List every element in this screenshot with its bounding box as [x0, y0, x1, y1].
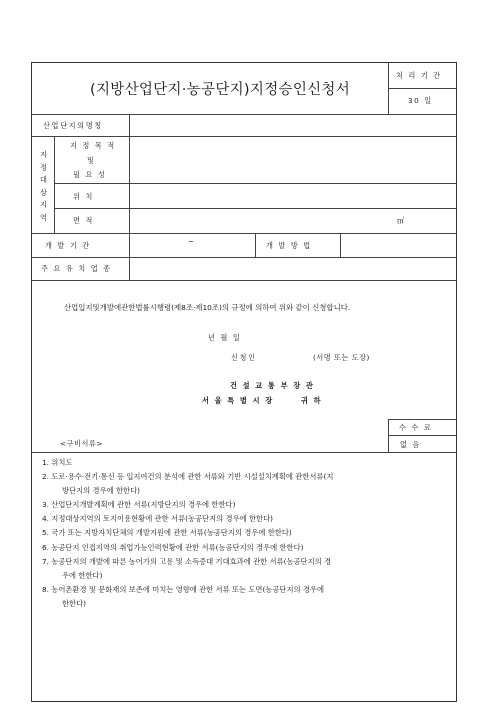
doc-item: 3. 산업단지개발계획에 관한 서류(지방단지의 경우에 한한다) — [42, 500, 236, 510]
location-label: 위 치 — [73, 192, 94, 201]
dev-period-label: 개 발 기 간 — [45, 241, 91, 250]
fee-top-line — [388, 419, 457, 420]
purpose-label-line1: 지 정 목 적 — [70, 141, 116, 150]
recipient-ministry: 건 설 교 통 부 장 관 — [230, 381, 315, 390]
row-line — [54, 183, 457, 184]
area-unit: ㎡ — [397, 216, 405, 225]
dev-period-sep: ~ — [188, 237, 196, 246]
doc-item: 5. 국가 또는 지방자치단체의 개발지원에 관한 서류(농공단지의 경우에 한한다) — [42, 528, 292, 538]
date-line: 년 월 일 — [208, 333, 242, 342]
designated-area-label: 지정대상지역 — [40, 150, 47, 222]
doc-item-cont: 방단지의 경우에 한한다) — [62, 486, 140, 496]
purpose-label-line2: 및 — [87, 156, 96, 165]
row-line — [32, 136, 457, 137]
column-line — [255, 233, 256, 257]
column-line — [340, 233, 341, 257]
processing-divider — [388, 88, 457, 89]
row-line — [54, 208, 457, 209]
purpose-label-line3: 필 요 성 — [73, 170, 107, 179]
dev-method-label: 개 발 방 법 — [266, 241, 312, 250]
row-line — [32, 257, 457, 258]
column-line — [54, 136, 55, 233]
docs-header: <구비서류> — [60, 439, 103, 448]
recipient-seoul: 서 울 특 별 시 장 — [202, 396, 274, 405]
applicant-label: 신청인 — [231, 353, 257, 362]
signature-label: (서명 또는 도장) — [313, 353, 370, 362]
row-line — [32, 280, 457, 281]
doc-item: 8. 농어촌환경 및 문화재의 보존에 미치는 영향에 관한 서류 또는 도면(농공단지의 경우에 — [42, 584, 325, 594]
processing-label: 처 리 기 간 — [396, 71, 442, 80]
recipient-suffix: 귀 하 — [301, 396, 323, 405]
fee-value: 없 음 — [400, 440, 421, 449]
doc-item-cont: 우에 한한다) — [62, 570, 103, 580]
doc-item: 2. 도로·용수·전기·통신 등 입지여건의 분석에 관한 서류와 기반 시설설치계획에 관한서류(지 — [42, 472, 334, 482]
fee-mid-line — [388, 435, 457, 436]
column-line — [129, 114, 130, 280]
doc-item: 1. 위치도 — [42, 458, 73, 467]
form-title: (지방산업단지·농공단지)지정승인신청서 — [90, 82, 351, 98]
fee-label: 수 수 료 — [399, 423, 433, 432]
doc-item: 4. 지정대상지역의 토지이용현황에 관한 서류(농공단지의 경우에 한한다) — [42, 514, 273, 524]
fee-bottom-line — [32, 452, 457, 453]
complex-name-label: 산업단지의명칭 — [43, 121, 103, 130]
doc-item-cont: 한한다) — [62, 598, 86, 608]
doc-item: 6. 농공단지 인접지역의 취업가능인력현황에 관한 서류(농공단지의 경우에 한한다) — [42, 542, 304, 552]
application-form — [31, 62, 457, 702]
doc-item: 7. 농공단지의 개발에 따른 농어가의 고용 및 소득증대 기대효과에 관한 서류(농공단지의 경 — [42, 556, 332, 566]
processing-value: 30 일 — [408, 96, 433, 105]
row-line — [32, 233, 457, 234]
main-industry-label: 주 요 유 치 업 종 — [41, 264, 112, 273]
row-line — [32, 114, 457, 115]
docs-list — [42, 456, 333, 611]
area-label: 면 적 — [73, 216, 94, 225]
declaration-text: 산업입지및개발에관한법률시행령(제8조·제10조)의 규정에 의하여 위와 같이 신청합니다. — [64, 303, 351, 312]
